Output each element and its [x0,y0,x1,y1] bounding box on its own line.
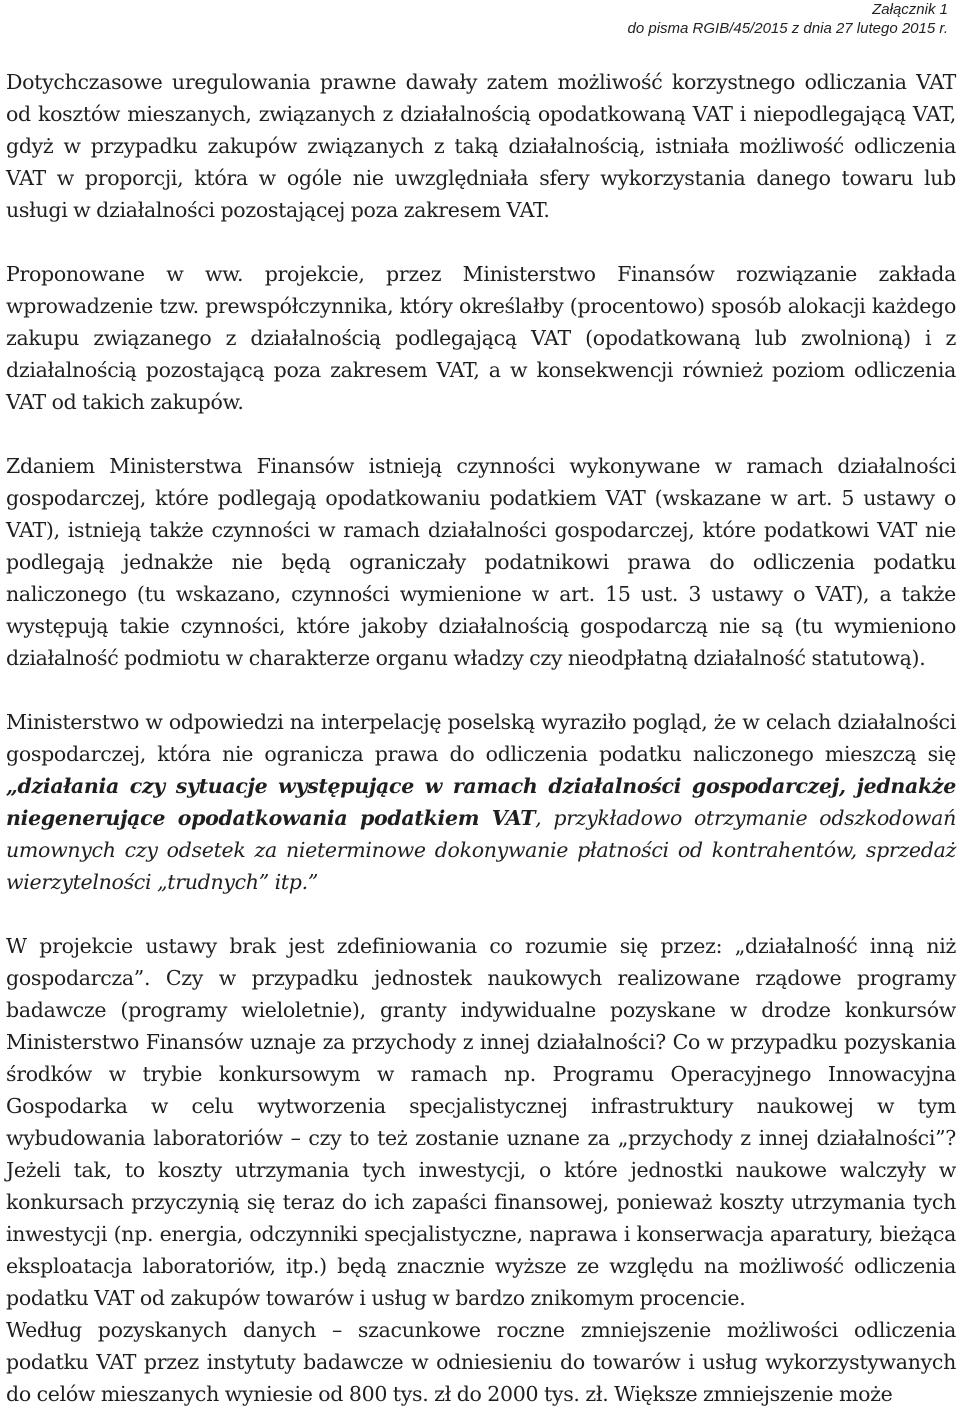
paragraph-4 [6,706,956,898]
paragraph-2: Proponowane w ww. projekcie, przez Ministerstwo Finansów rozwiązanie zakłada wprowadzenie tzw. prewspółczynnika, który określałby (procentowo) sposób alokacji każdego zakupu związanego z działalnością podlegającą VAT (opodatkowaną lub zwolnioną) i z działalnością pozostającą poza zakresem VAT, a w konsekwencji również poziom odliczenia VAT od takich zakupów. [6,262,956,414]
paragraph-5: W projekcie ustawy brak jest zdefiniowania co rozumie się przez: „działalność inną niż gospodarcza”. Czy w przypadku jednostek naukowych realizowane rządowe programy badawcze (programy wieloletnie), granty indywidualne pozyskane w drodze konkursów Ministerstwo Finansów uznaje za przychody z innej działalności? Co w przypadku pozyskania środków w trybie konkursowym w ramach np. Programu Operacyjnego Innowacyjna Gospodarka w celu wytworzenia specjalistycznej infrastruktury naukowej w tym wybudowania laboratoriów – czy to też zostanie uznane za „przychody z innej działalności”? Jeżeli tak, to koszty utrzymania tych inwestycji, o które jednostki naukowe walczyły w konkursach przyczynią się teraz do ich zapaści finansowej, ponieważ koszty utrzymania tych inwestycji (np. energia, odczynniki specjalistyczne, naprawa i konserwacja aparatury, bieżąca eksploatacja laboratoriów, itp.) będą znacznie wyższe ze względu na możliwość odliczenia podatku VAT od zakupów towarów i usług w bardzo znikomym procencie. [6,934,956,1310]
paragraph-1: Dotychczasowe uregulowania prawne dawały zatem możliwość korzystnego odliczania VAT od kosztów mieszanych, związanych z działalnością opodatkowaną VAT i niepodlegającą VAT, gdyż w przypadku zakupów związanych z taką działalnością, istniała możliwość odliczenia VAT w proporcji, która w ogóle nie uwzględniała sfery wykorzystania danego towaru lub usługi w działalności pozostającej poza zakresem VAT. [6,70,956,222]
paragraph-4-quote-rest: , przykładowo otrzymanie odszkodowań umownych czy odsetek za nieterminowe dokonywanie płatności od kontrahentów, sprzedaż wierzytelności „trudnych” itp.” [6,806,956,894]
attachment-label: Załącznik 1 [872,1,948,18]
paragraph-4-intro: Ministerstwo w odpowiedzi na interpelację poselską wyraziło pogląd, że w celach działalności gospodarczej, która nie ogranicza prawa do odliczenia podatku naliczonego mieszczą się [6,710,956,766]
paragraph-4-quote-emphasis: „działania czy sytuacje występujące w ramach działalności gospodarczej, jednakże niegenerujące opodatkowania podatkiem VAT [6,774,956,830]
paragraph-6: Według pozyskanych danych – szacunkowe roczne zmniejszenie możliwości odliczenia podatku VAT przez instytuty badawcze w odniesieniu do towarów i usług wykorzystywanych do celów mieszanych wyniesie od 800 tys. zł do 2000 tys. zł. Większe zmniejszenie może [6,1318,956,1406]
document-header [628,0,949,38]
document-body [6,66,956,1410]
paragraph-3: Zdaniem Ministerstwa Finansów istnieją czynności wykonywane w ramach działalności gospodarczej, które podlegają opodatkowaniu podatkiem VAT (wskazane w art. 5 ustawy o VAT), istnieją także czynności w ramach działalności gospodarczej, które podatkowi VAT nie podlegają jednakże nie będą ograniczały podatnikowi prawa do odliczenia podatku naliczonego (tu wskazano, czynności wymienione w art. 15 ust. 3 ustawy o VAT), a także występują takie czynności, które jakoby działalnością gospodarczą nie są (tu wymieniono działalność podmiotu w charakterze organu władzy czy nieodpłatną działalność statutową). [6,454,956,670]
letter-reference: do pisma RGIB/45/2015 z dnia 27 lutego 2015 r. [627,20,948,37]
